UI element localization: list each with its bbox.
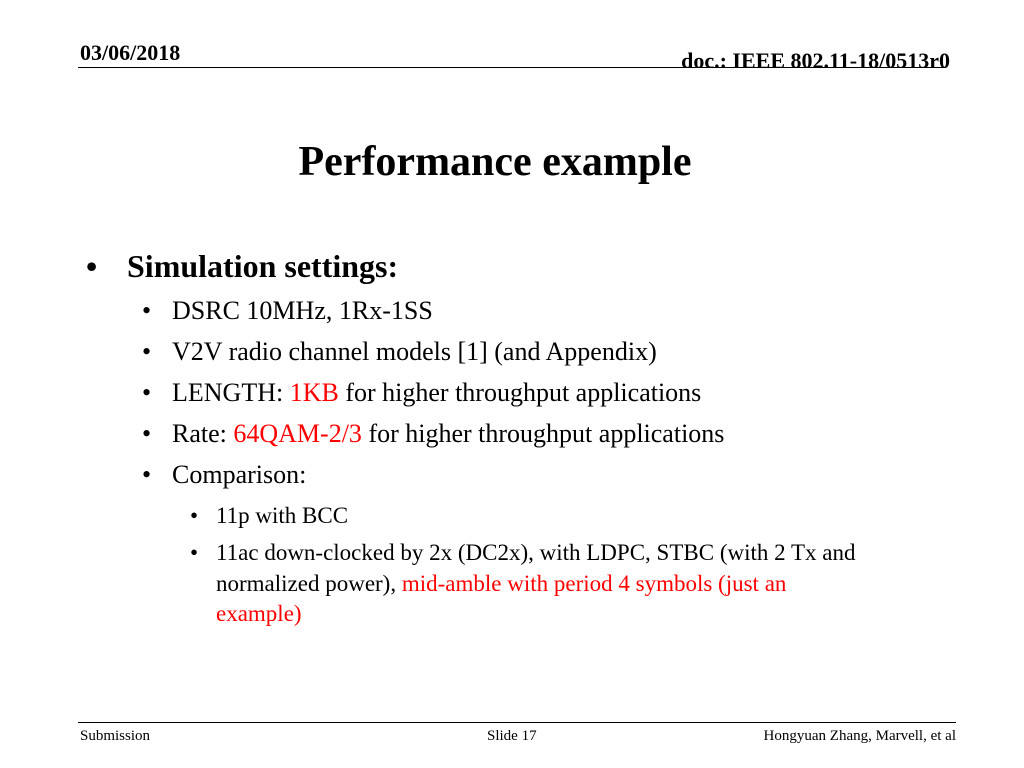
rate-label: Rate: [172, 419, 234, 448]
length-value: 1KB [289, 378, 339, 407]
header-date: 03/06/2018 [80, 40, 181, 65]
length-label: LENGTH: [172, 378, 290, 407]
bullet-glyph: • [142, 337, 152, 366]
bullet-glyph: • [142, 378, 152, 407]
setting-item-rate [172, 419, 724, 449]
setting-item-channel: V2V radio channel models [1] (and Appendix) [172, 337, 657, 366]
bullet-glyph: • [190, 503, 199, 528]
settings-heading: Simulation settings: [127, 248, 399, 284]
bullet-glyph: • [142, 419, 152, 448]
bullet-glyph: • [190, 540, 199, 565]
comparison-item-11ac-line3: example) [216, 601, 302, 626]
comparison-item-11p: 11p with BCC [216, 503, 349, 528]
midamble-text: mid-amble with period 4 symbols (just an [401, 571, 787, 596]
slide-title: Performance example [298, 139, 692, 185]
header-doc-id: doc.: IEEE 802.11-18/0513r0 [681, 48, 950, 73]
footer-divider [78, 722, 956, 723]
comparison-item-11ac-line1: 11ac down-clocked by 2x (DC2x), with LDPC, STBC (with 2 Tx and [216, 540, 856, 565]
setting-item-dsrc: DSRC 10MHz, 1Rx-1SS [172, 296, 433, 325]
setting-item-length [172, 378, 701, 408]
bullet-glyph: • [142, 460, 152, 489]
length-suffix: for higher throughput applications [338, 378, 702, 407]
setting-item-comparison: Comparison: [172, 460, 307, 489]
footer-slide-number: Slide 17 [487, 728, 537, 744]
rate-value: 64QAM-2/3 [233, 419, 362, 448]
bullet-glyph: • [142, 296, 152, 325]
footer-submission: Submission [80, 728, 151, 744]
rate-suffix: for higher throughput applications [361, 419, 725, 448]
power-text: normalized power), [216, 571, 402, 596]
footer-author: Hongyuan Zhang, Marvell, et al [763, 728, 956, 744]
bullet-glyph: • [86, 248, 98, 284]
comparison-item-11ac-line2 [216, 571, 786, 597]
